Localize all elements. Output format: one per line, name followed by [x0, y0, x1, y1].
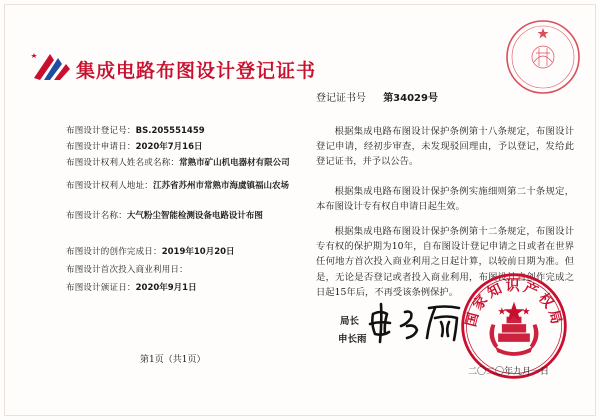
- field-label: 布图设计的创作完成日：: [66, 247, 162, 257]
- signatory-title: 局长: [340, 316, 360, 327]
- registration-label: 登记证书号: [316, 93, 366, 104]
- field-owner-name: [66, 157, 304, 170]
- field-label: 布图设计权利人姓名或名称：: [66, 158, 180, 168]
- issue-date: 二〇二〇年九月一日: [468, 367, 550, 377]
- field-value: 江苏省苏州市常熟市海虞镇福山农场: [153, 181, 290, 191]
- field-value: 2020年9月1日: [135, 283, 197, 293]
- registration-value: 第34029号: [383, 93, 438, 104]
- registration-number: [316, 89, 438, 104]
- office-seal-small: [503, 17, 583, 97]
- field-label: 布图设计登记号：: [66, 126, 136, 136]
- field-label: 布图设计首次投入商业利用日：: [66, 265, 188, 275]
- field-value: 大气粉尘智能检测设备电路设计布图: [126, 211, 263, 221]
- signatory-name: 申长雨: [338, 334, 367, 345]
- field-announcement-date: [66, 282, 304, 295]
- field-label: 布图设计颁证日：: [66, 283, 136, 293]
- field-owner-address: [66, 180, 304, 193]
- field-value: 常熟市矿山机电器材有限公司: [179, 158, 290, 168]
- body-paragraph: 根据集成电路布图设计保护条例第十八条规定，布图设计登记申请，经初步审查，未发现驳回理由，予以登记，发给此登记证书，并予以公告。: [316, 126, 574, 168]
- ip-office-logo-icon: [30, 52, 74, 82]
- field-application-date: [66, 141, 304, 154]
- field-label: 布图设计申请日：: [66, 142, 136, 152]
- field-design-number: [66, 125, 304, 138]
- field-creation-date: [66, 246, 304, 259]
- page-indicator: 第1页（共1页）: [140, 355, 206, 365]
- field-value: BS.205551459: [135, 126, 205, 136]
- field-label: 布图设计权利人地址：: [66, 181, 154, 191]
- field-value: 2019年10月20日: [161, 247, 235, 257]
- body-paragraph: 根据集成电路布图设计保护条例实施细则第二十条规定，本布图设计专有权自申请日起生效。: [316, 186, 574, 213]
- field-value: 2020年7月16日: [135, 142, 203, 152]
- field-label: 布图设计名称：: [66, 211, 127, 221]
- certificate-title: 集成电路布图设计登记证书: [76, 60, 317, 82]
- body-paragraph: 根据集成电路布图设计保护条例第十二条规定，布图设计专有权的保护期为10年，自布图设计登记申请之日或者在世界任何地方首次投入商业利用之日起计算，以较前日期为准。但是，无论是否登记或者投入商业利用，布图设计自创作完成之日起15年后，不再受该条例保护。: [316, 226, 574, 298]
- handwritten-signature: [365, 300, 465, 344]
- field-design-name: [66, 210, 304, 223]
- seal-text: 国家知识产权局: [463, 278, 565, 329]
- field-first-commercial-use: [66, 264, 304, 277]
